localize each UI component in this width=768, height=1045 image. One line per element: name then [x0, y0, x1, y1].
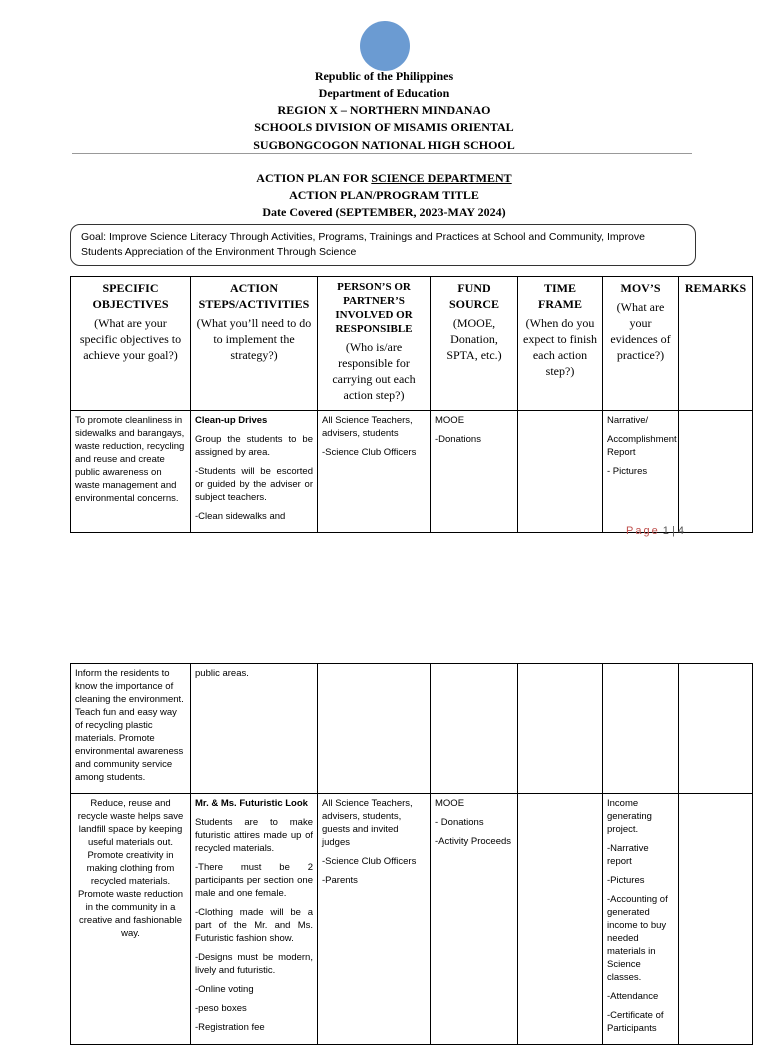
timeframe-cell — [518, 794, 603, 1045]
header-republic: Republic of the Philippines — [314, 69, 454, 83]
timeframe-cell — [518, 411, 603, 533]
action-cell: public areas. — [191, 664, 318, 794]
objective-cell: Reduce, reuse and recycle waste helps save landfill space by keeping useful materials out. Promote creativity in making clothing from recycled materials. Promote waste reduction in the community in a creative and fashionable way. — [71, 794, 191, 1045]
header-division: SCHOOLS DIVISION OF MISAMIS ORIENTAL — [254, 120, 514, 134]
action-cell: Mr. & Ms. Futuristic Look Students are to make futuristic attires made up of recycled materials. -There must be 2 participants per section one male and one female. -Clothing made will be a part of the Mr. and Ms. Futuristic fashion show. -Designs must be modern, lively and futuristic. -Online voting -peso boxes -Registration fee — [191, 794, 318, 1045]
col-timeframe-header: TIME FRAME (When do you expect to finish each action step?) — [518, 277, 603, 411]
program-title: ACTION PLAN/PROGRAM TITLE — [289, 188, 479, 202]
objective-cell: To promote cleanliness in sidewalks and barangays, waste reduction, recycling and reuse and create public awareness on waste management and environmental concerns. — [71, 411, 191, 533]
col-fund-header: FUND SOURCE (MOOE, Donation, SPTA, etc.) — [431, 277, 518, 411]
remarks-cell — [679, 411, 753, 533]
deped-seal — [360, 21, 410, 71]
page-value: 1 | 4 — [662, 525, 684, 537]
table-row — [71, 794, 753, 1045]
header-region: REGION X – NORTHERN MINDANAO — [277, 103, 491, 117]
fund-cell: MOOE -Donations — [431, 411, 518, 533]
col-objectives-header: SPECIFIC OBJECTIVES (What are your specific objectives to achieve your goal?) — [71, 277, 191, 411]
action-plan-table-page1 — [70, 276, 753, 533]
objective-cell: Inform the residents to know the importance of cleaning the environment. Teach fun and easy way of recycling plastic materials. Promote environmental awareness and community service among students. — [71, 664, 191, 794]
persons-cell — [318, 664, 431, 794]
fund-cell: MOOE - Donations -Activity Proceeds — [431, 794, 518, 1045]
col-persons-header: PERSON’S OR PARTNER’S INVOLVED OR RESPONSIBLE (Who is/are responsible for carrying out each action step?) — [318, 277, 431, 411]
plan-title — [0, 170, 768, 186]
table-row — [71, 411, 753, 533]
header-school: SUGBONGCOGON NATIONAL HIGH SCHOOL — [253, 138, 515, 152]
table-header-row — [71, 277, 753, 411]
goal-box: Goal: Improve Science Literacy Through Activities, Programs, Trainings and Practices at School and Community, Improve Students Appreciation of the Environment Through Science — [70, 224, 696, 266]
page-number — [626, 525, 684, 537]
table-row — [71, 664, 753, 794]
page-label: Page — [626, 525, 660, 537]
mov-cell: Narrative/ Accomplishment Report - Pictures — [603, 411, 679, 533]
col-remarks-header: REMARKS — [679, 277, 753, 411]
persons-cell: All Science Teachers, advisers, students -Science Club Officers — [318, 411, 431, 533]
timeframe-cell — [518, 664, 603, 794]
remarks-cell — [679, 664, 753, 794]
mov-cell: Income generating project. -Narrative report -Pictures -Accounting of generated income to buy needed materials in Science classes. -Attendance -Certificate of Participants — [603, 794, 679, 1045]
col-actions-header: ACTION STEPS/ACTIVITIES (What you’ll need to do to implement the strategy?) — [191, 277, 318, 411]
action-cell: Clean-up Drives Group the students to be assigned by area. -Students will be escorted or guided by the adviser or subject teachers. -Clean sidewalks and — [191, 411, 318, 533]
header-divider — [72, 153, 692, 154]
action-plan-table-page2 — [70, 663, 753, 1045]
mov-cell — [603, 664, 679, 794]
date-covered: Date Covered (SEPTEMBER, 2023-MAY 2024) — [262, 205, 506, 219]
persons-cell: All Science Teachers, advisers, students, guests and invited judges -Science Club Officers -Parents — [318, 794, 431, 1045]
plan-title-prefix: ACTION PLAN FOR — [256, 171, 372, 185]
remarks-cell — [679, 794, 753, 1045]
fund-cell — [431, 664, 518, 794]
plan-title-department: SCIENCE DEPARTMENT — [371, 171, 512, 185]
header-department: Department of Education — [318, 86, 450, 100]
col-movs-header: MOV’S (What are your evidences of practice?) — [603, 277, 679, 411]
